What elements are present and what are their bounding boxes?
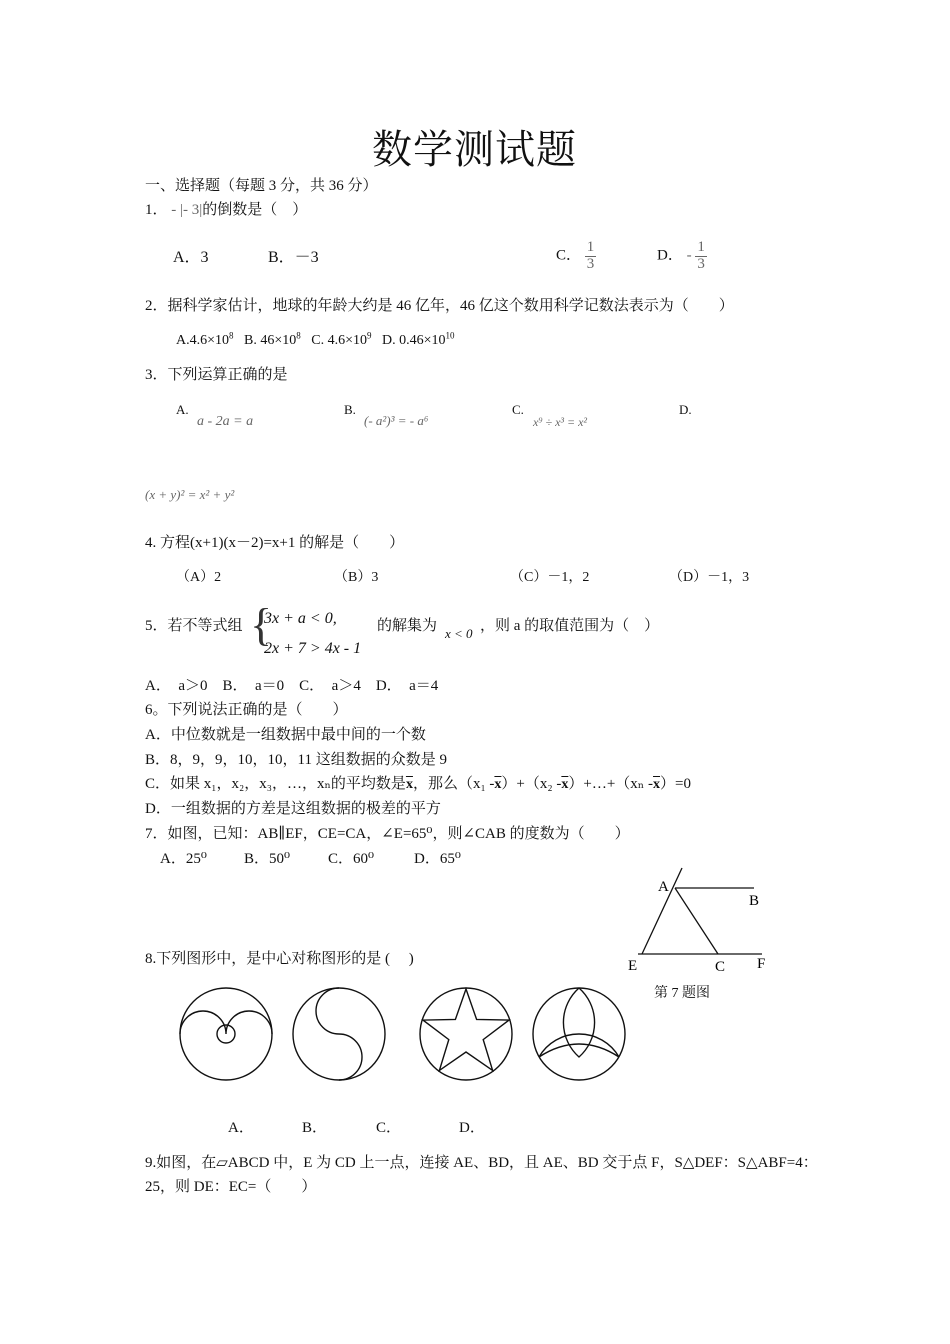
mean-symbol: $\overline{x}$	[494, 777, 502, 792]
figure-d	[533, 988, 625, 1080]
question-1	[145, 202, 307, 219]
question-9-line-2: 25，则 DE：EC=（ ）	[145, 1179, 317, 1195]
q7-option-a: A．25⁰	[160, 851, 207, 867]
inequality-line-1: 3x + a < 0,	[264, 610, 337, 627]
q3-option-b-label: B.	[344, 402, 356, 417]
figure-b	[293, 988, 385, 1080]
q1-option-a: A．3	[173, 249, 209, 266]
q4-option-a: （A）2	[176, 570, 222, 585]
solution-condition: x < 0	[445, 626, 473, 641]
page-title: 数学测试题	[372, 127, 577, 172]
q2-option-a: $A.4.6\times 10^8$	[176, 330, 234, 348]
q3-option-a-label: A.	[176, 402, 189, 417]
q6-option-b: B．8，9，9，10，10，11 这组数据的众数是 9	[145, 752, 447, 768]
q1-option-d	[657, 240, 707, 273]
question-number: 1．	[145, 202, 168, 218]
question-5-mid: 的解集为	[377, 618, 438, 634]
q2-option-c: C. $4.6\times 10^9$	[311, 330, 372, 348]
q4-option-c: （C）－1，2	[510, 570, 590, 585]
q3-option-a-expr: a - 2a = a	[197, 414, 254, 429]
question-3: 3．下列运算正确的是	[145, 367, 288, 383]
q7-option-b: B．50⁰	[244, 851, 291, 867]
q1-option-c	[556, 240, 596, 273]
q7-option-d: D．65⁰	[414, 851, 461, 867]
q3-option-d-expr: (x + y)² = x² + y²	[145, 487, 235, 502]
q3-option-c-label: C.	[512, 402, 524, 417]
option-label: C．	[556, 247, 582, 264]
q8-label-a: A．	[228, 1120, 254, 1136]
mean-symbol: $\overline{x}$	[405, 777, 413, 792]
question-8: 8.下列图形中，是中心对称图形的是 ( )	[145, 951, 414, 967]
q3-option-c-expr: x⁹ ÷ x³ = x²	[533, 415, 588, 429]
q2-option-b: B. $46\times 10^8$	[244, 330, 301, 348]
q2-options	[176, 330, 455, 348]
q5-options: A． a＞0 B． a＝0 C． a＞4 D． a＝4	[145, 678, 439, 694]
option-label: D．	[657, 247, 683, 264]
inequality-line-2: 2x + 7 > 4x - 1	[264, 640, 362, 657]
mean-symbol: $\overline{x}$	[561, 777, 569, 792]
question-4: 4. 方程(x+1)(x－2)=x+1 的解是（ ）	[145, 535, 405, 551]
minus-sign: -	[686, 247, 692, 264]
mean-symbol: $\overline{x}$	[653, 777, 661, 792]
fraction: $\frac{1}{3}$	[697, 239, 705, 272]
point-f-label: F	[757, 956, 766, 972]
q6-option-d: D．一组数据的方差是这组数据的极差的平方	[145, 801, 441, 817]
q8-label-b: B．	[302, 1120, 328, 1136]
point-e-label: E	[628, 958, 638, 974]
q7-figure-caption: 第 7 题图	[654, 986, 710, 1001]
abs-expression: - |- 3|	[171, 202, 203, 218]
point-a-label: A	[658, 879, 669, 895]
point-b-label: B	[749, 893, 760, 909]
figure-a	[180, 988, 272, 1080]
q4-option-d: （D）－1，3	[669, 570, 750, 585]
section-heading: 一、选择题（每题 3 分，共 36 分）	[145, 178, 378, 194]
question-text: 的倒数是（ ）	[202, 202, 308, 218]
q8-label-c: C．	[376, 1120, 402, 1136]
question-5-prefix: 5．若不等式组	[145, 618, 243, 634]
question-7: 7．如图，已知：AB∥EF，CE=CA，∠E=65⁰，则∠CAB 的度数为（ ）	[145, 826, 630, 842]
q2-option-d: D. $0.46\times 10^{10}$	[381, 330, 455, 348]
q4-option-b: （B）3	[334, 570, 379, 585]
question-9-line-1: 9.如图，在▱ABCD 中，E 为 CD 上一点，连接 AE、BD，且 AE、BD 交于点 F，S△DEF：S△ABF=4：	[145, 1155, 818, 1171]
q8-figures	[176, 986, 636, 1086]
q3-option-d-label: D.	[679, 402, 692, 417]
point-c-label: C	[715, 959, 726, 975]
q8-label-d: D．	[459, 1120, 485, 1136]
q6-option-c: C．如果 x₁，x₂，x₃，…，xₙ的平均数是$\overline{x}$，那么（x₁ $-\overline{x})+(x_2$ $-\overline{x})+\dots+(x_n$ $-\overline{x})=0$	[145, 776, 691, 792]
figure-c	[420, 988, 512, 1080]
q6-option-a: A．中位数就是一组数据中最中间的一个数	[145, 727, 426, 743]
question-2: 2．据科学家估计，地球的年龄大约是 46 亿年，46 亿这个数用科学记数法表示为（ ）	[145, 298, 734, 314]
left-brace: {	[250, 599, 273, 650]
fraction: $\frac{1}{3}$	[586, 239, 595, 272]
q1-option-b: B．－3	[268, 249, 319, 266]
q7-option-c: C．60⁰	[328, 851, 375, 867]
q3-option-b-expr: (- a²)³ = - a⁶	[364, 413, 429, 428]
question-6: 6。下列说法正确的是（ ）	[145, 702, 348, 718]
q7-triangle-figure	[620, 862, 780, 977]
question-5-suffix: ，则 a 的取值范围为（ ）	[480, 618, 660, 634]
